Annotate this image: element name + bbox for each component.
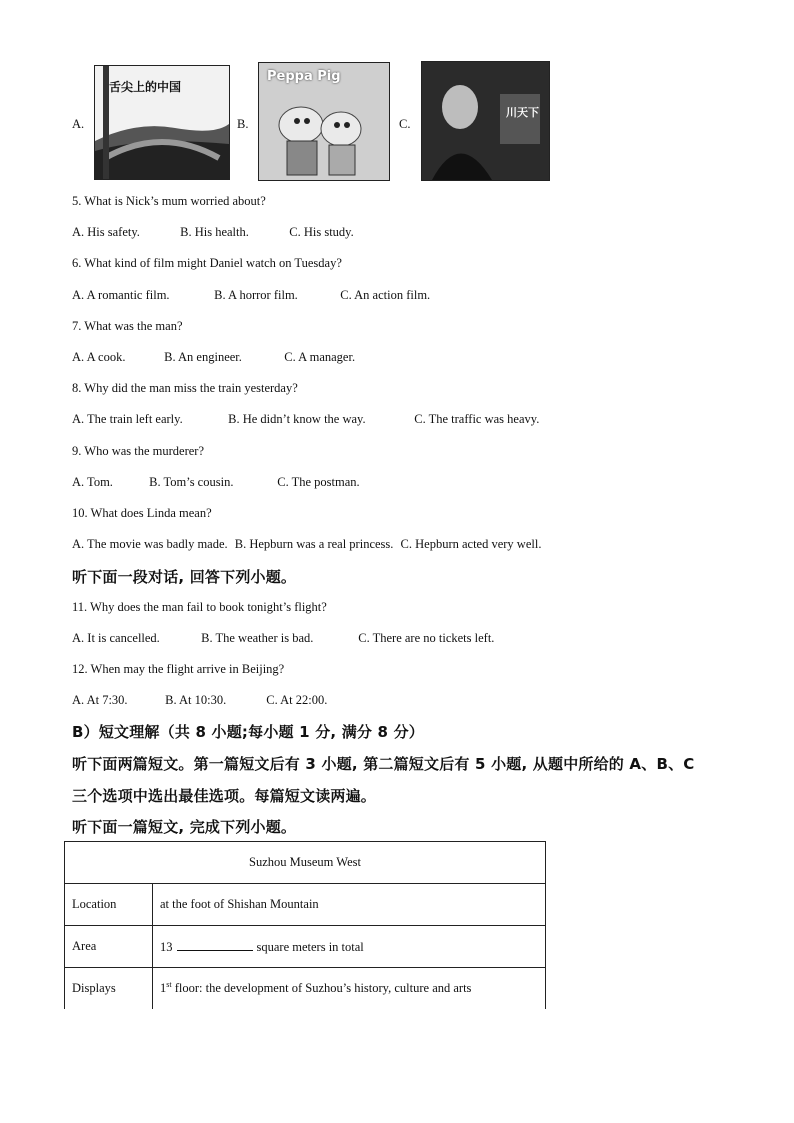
- question-5-options: [72, 225, 354, 240]
- question-5: 5. What is Nick’s mum worried about?: [72, 194, 266, 208]
- q7-option-b[interactable]: B. An engineer.: [164, 350, 242, 364]
- poster-c-title: 川天下: [506, 106, 539, 119]
- row-value-area: [153, 926, 546, 968]
- q7-option-c[interactable]: C. A manager.: [284, 350, 356, 364]
- row-value-displays: [153, 968, 546, 1010]
- news-program-image: [421, 61, 550, 181]
- q6-option-c[interactable]: C. An action film.: [340, 288, 431, 302]
- q11-option-c[interactable]: C. There are no tickets left.: [358, 631, 495, 645]
- question-12-options: [72, 693, 327, 708]
- table-title: Suzhou Museum West: [65, 842, 546, 884]
- question-10-options: [72, 537, 541, 552]
- row-key-location: Location: [65, 884, 153, 926]
- cartoon-poster-image: [258, 62, 390, 181]
- dialogue-heading: 听下面一段对话, 回答下列小题。: [72, 568, 297, 586]
- q12-option-a[interactable]: A. At 7:30.: [72, 693, 128, 707]
- table-row: [65, 884, 546, 926]
- poster-b-title: Peppa Pig: [267, 69, 341, 84]
- displays-value-suffix: floor: the development of Suzhou’s history, culture and arts: [171, 981, 472, 996]
- q8-option-b[interactable]: B. He didn’t know the way.: [228, 412, 366, 426]
- row-key-area: Area: [65, 926, 153, 968]
- question-11: 11. Why does the man fail to book tonight’s flight?: [72, 600, 327, 614]
- question-9-options: [72, 475, 360, 490]
- area-answer-blank[interactable]: [177, 939, 253, 951]
- q8-option-a[interactable]: A. The train left early.: [72, 412, 183, 426]
- section-b-instructions-line2: 三个选项中选出最佳选项。每篇短文读两遍。: [72, 787, 377, 805]
- section-b-instructions-line1: 听下面两篇短文。第一篇短文后有 3 小题, 第二篇短文后有 5 小题, 从题中所给的 A、B、C: [72, 755, 695, 773]
- q5-option-c[interactable]: C. His study.: [289, 225, 354, 239]
- question-9: 9. Who was the murderer?: [72, 444, 205, 458]
- q12-option-c[interactable]: C. At 22:00.: [266, 693, 328, 707]
- museum-info-table: [64, 841, 546, 1009]
- table-row: [65, 926, 546, 968]
- question-6: 6. What kind of film might Daniel watch on Tuesday?: [72, 256, 342, 270]
- question-8: 8. Why did the man miss the train yesterday?: [72, 381, 298, 395]
- poster-a-title: 舌尖上的中国: [109, 80, 182, 94]
- row-key-displays: Displays: [65, 968, 153, 1010]
- q10-option-a[interactable]: A. The movie was badly made.: [72, 537, 228, 551]
- q6-option-a[interactable]: A. A romantic film.: [72, 288, 170, 302]
- option-c-label: C.: [399, 117, 411, 131]
- q8-option-c[interactable]: C. The traffic was heavy.: [414, 412, 540, 426]
- area-value-prefix: 13: [160, 939, 173, 954]
- passage-heading: 听下面一篇短文, 完成下列小题。: [72, 818, 297, 836]
- displays-value-prefix: 1: [160, 981, 167, 996]
- section-b-title: B）短文理解（共 8 小题;每小题 1 分, 满分 8 分）: [72, 723, 424, 741]
- food-documentary-poster-image: [94, 65, 230, 180]
- q5-option-b[interactable]: B. His health.: [180, 225, 249, 239]
- q5-option-a[interactable]: A. His safety.: [72, 225, 140, 239]
- q9-option-a[interactable]: A. Tom.: [72, 475, 113, 489]
- row-value-location: at the foot of Shishan Mountain: [153, 884, 546, 926]
- displays-value-sup: st: [166, 980, 172, 990]
- question-12: 12. When may the flight arrive in Beijing?: [72, 662, 285, 676]
- option-a-label: A.: [72, 117, 85, 131]
- q6-option-b[interactable]: B. A horror film.: [214, 288, 298, 302]
- question-11-options: [72, 631, 494, 646]
- area-value-suffix: square meters in total: [256, 939, 364, 954]
- q12-option-b[interactable]: B. At 10:30.: [165, 693, 227, 707]
- question-8-options: [72, 412, 539, 427]
- question-6-options: [72, 288, 430, 303]
- question-10: 10. What does Linda mean?: [72, 506, 212, 520]
- q11-option-b[interactable]: B. The weather is bad.: [201, 631, 314, 645]
- q10-option-c[interactable]: C. Hepburn acted very well.: [400, 537, 542, 551]
- question-7: 7. What was the man?: [72, 319, 183, 333]
- q10-option-b[interactable]: B. Hepburn was a real princess.: [234, 537, 394, 551]
- question-7-options: [72, 350, 355, 365]
- q9-option-b[interactable]: B. Tom’s cousin.: [149, 475, 234, 489]
- q9-option-c[interactable]: C. The postman.: [277, 475, 360, 489]
- option-b-label: B.: [237, 117, 249, 131]
- q11-option-a[interactable]: A. It is cancelled.: [72, 631, 160, 645]
- q7-option-a[interactable]: A. A cook.: [72, 350, 126, 364]
- table-row: [65, 968, 546, 1010]
